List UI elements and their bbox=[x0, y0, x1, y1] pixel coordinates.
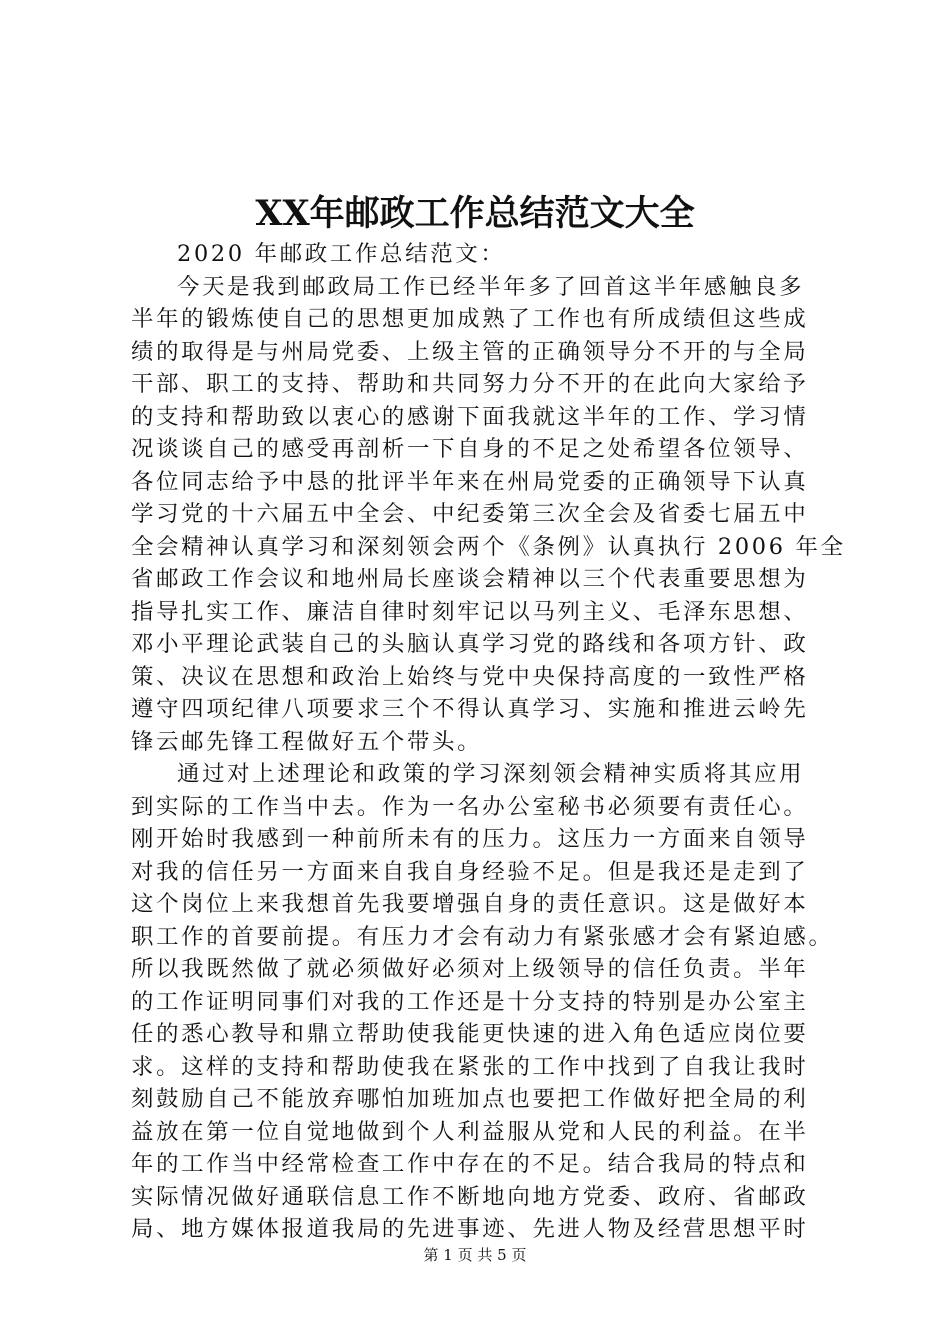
paragraph-line: 各位同志给予中恳的批评半年来在州局党委的正确领导下认真 bbox=[131, 468, 809, 495]
paragraph-line: 刻鼓励自己不能放弃哪怕加班加点也要把工作做好把全局的利 bbox=[131, 1086, 809, 1112]
paragraph-line: 指导扎实工作、廉洁自律时刻牢记以马列主义、毛泽东思想、 bbox=[131, 598, 809, 625]
paragraph-line: 干部、职工的支持、帮助和共同努力分不开的在此向大家给予 bbox=[131, 371, 809, 397]
paragraph-line: 职工作的首要前提。有压力才会有动力有紧张感才会有紧迫感。 bbox=[131, 923, 834, 950]
paragraph-line: 局、地方媒体报道我局的先进事迹、先进人物及经营思想平时 bbox=[131, 1216, 809, 1242]
paragraph-line: 通过对上述理论和政策的学习深刻领会精神实质将其应用 bbox=[177, 761, 805, 787]
document-title: XX年邮政工作总结范文大全 bbox=[255, 193, 695, 234]
paragraph-line: 今天是我到邮政局工作已经半年多了回首这半年感触良多 bbox=[177, 273, 805, 300]
paragraph-line: 任的悉心教导和鼎立帮助使我能更快速的进入角色适应岗位要 bbox=[131, 1021, 809, 1047]
paragraph-line: 绩的取得是与州局党委、上级主管的正确领导分不开的与全局 bbox=[131, 338, 809, 365]
paragraph-line: 实际情况做好通联信息工作不断地向地方党委、政府、省邮政 bbox=[131, 1183, 809, 1210]
paragraph-line: 求。这样的支持和帮助使我在紧张的工作中找到了自我让我时 bbox=[131, 1053, 809, 1080]
paragraph-line: 所以我既然做了就必须做好必须对上级领导的信任负责。半年 bbox=[131, 956, 809, 982]
section-heading: 2020 年邮政工作总结范文： bbox=[177, 241, 506, 267]
document-body bbox=[131, 238, 846, 1246]
paragraph-line: 学习党的十六届五中全会、中纪委第三次全会及省委七届五中 bbox=[131, 501, 809, 527]
paragraph-line: 半年的锻炼使自己的思想更加成熟了工作也有所成绩但这些成 bbox=[131, 306, 809, 332]
paragraph-line: 年的工作当中经常检查工作中存在的不足。结合我局的特点和 bbox=[131, 1151, 809, 1177]
paragraph-line: 益放在第一位自觉地做到个人利益服从党和人民的利益。在半 bbox=[131, 1118, 809, 1145]
paragraph-line: 刚开始时我感到一种前所未有的压力。这压力一方面来自领导 bbox=[131, 826, 809, 852]
paragraph-line: 的支持和帮助致以衷心的感谢下面我就这半年的工作、学习情 bbox=[131, 403, 809, 430]
paragraph-line: 邓小平理论武装自己的头脑认真学习党的路线和各项方针、政 bbox=[131, 631, 809, 657]
paragraph-line: 况谈谈自己的感受再剖析一下自身的不足之处希望各位领导、 bbox=[131, 436, 809, 462]
paragraph-line: 省邮政工作会议和地州局长座谈会精神以三个代表重要思想为 bbox=[131, 566, 809, 592]
paragraph-line: 全会精神认真学习和深刻领会两个《条例》认真执行 2006 年全 bbox=[131, 533, 846, 560]
paragraph-line: 策、决议在思想和政治上始终与党中央保持高度的一致性严格 bbox=[131, 663, 809, 690]
paragraph-line: 这个岗位上来我想首先我要增强自身的责任意识。这是做好本 bbox=[131, 891, 809, 917]
paragraph-line: 的工作证明同事们对我的工作还是十分支持的特别是办公室主 bbox=[131, 988, 809, 1015]
paragraph-line: 锋云邮先锋工程做好五个带头。 bbox=[131, 728, 483, 755]
paragraph-line: 对我的信任另一方面来自我自身经验不足。但是我还是走到了 bbox=[131, 858, 809, 885]
paragraph-line: 到实际的工作当中去。作为一名办公室秘书必须要有责任心。 bbox=[131, 793, 809, 820]
page-footer: 第 1 页 共 5 页 bbox=[423, 1246, 527, 1264]
paragraph-line: 遵守四项纪律八项要求三个不得认真学习、实施和推进云岭先 bbox=[131, 696, 809, 722]
